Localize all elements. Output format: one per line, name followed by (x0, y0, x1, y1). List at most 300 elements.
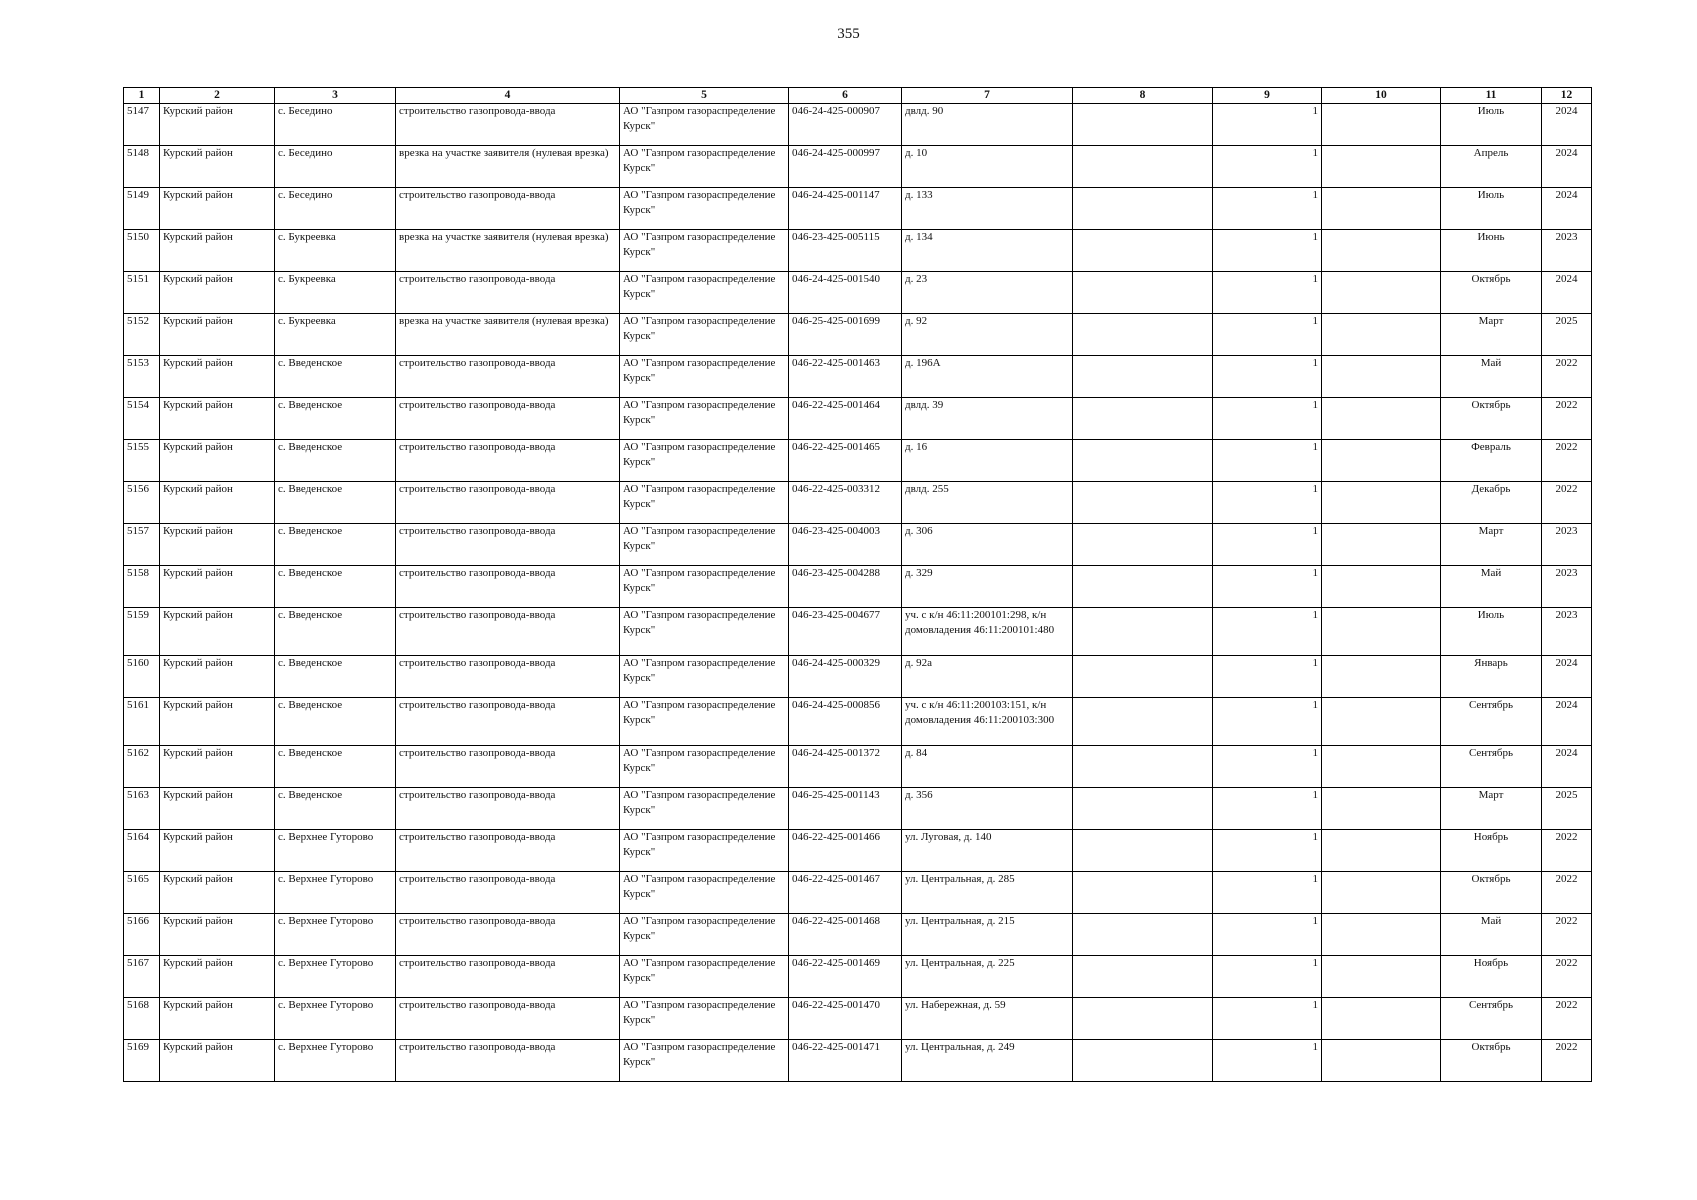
table-row (124, 872, 1592, 914)
column-8-cell (1073, 188, 1213, 230)
organization-cell: АО "Газпром газораспределение Курск" (620, 188, 789, 230)
year-cell: 2024 (1542, 698, 1592, 746)
column-10-cell (1322, 1040, 1441, 1082)
year-cell: 2025 (1542, 314, 1592, 356)
year-cell: 2022 (1542, 1040, 1592, 1082)
organization-cell: АО "Газпром газораспределение Курск" (620, 104, 789, 146)
month-cell: Март (1441, 314, 1542, 356)
district-cell: Курский район (160, 698, 275, 746)
row-number-cell: 5150 (124, 230, 160, 272)
address-cell: д. 196А (902, 356, 1073, 398)
settlement-cell: с. Верхнее Гуторово (275, 956, 396, 998)
district-cell: Курский район (160, 440, 275, 482)
quantity-cell: 1 (1213, 356, 1322, 398)
application-code-cell: 046-22-425-001463 (789, 356, 902, 398)
column-8-cell (1073, 698, 1213, 746)
application-code-cell: 046-22-425-001464 (789, 398, 902, 440)
settlement-cell: с. Букреевка (275, 230, 396, 272)
row-number-cell: 5151 (124, 272, 160, 314)
column-header: 11 (1441, 88, 1542, 104)
application-code-cell: 046-23-425-004288 (789, 566, 902, 608)
column-10-cell (1322, 146, 1441, 188)
application-code-cell: 046-22-425-001467 (789, 872, 902, 914)
column-10-cell (1322, 656, 1441, 698)
register-table (123, 87, 1592, 1082)
column-8-cell (1073, 914, 1213, 956)
month-cell: Октябрь (1441, 398, 1542, 440)
month-cell: Март (1441, 788, 1542, 830)
month-cell: Май (1441, 566, 1542, 608)
address-cell: д. 133 (902, 188, 1073, 230)
work-type-cell: строительство газопровода-ввода (396, 956, 620, 998)
district-cell: Курский район (160, 230, 275, 272)
column-header: 7 (902, 88, 1073, 104)
district-cell: Курский район (160, 146, 275, 188)
column-8-cell (1073, 356, 1213, 398)
application-code-cell: 046-24-425-000856 (789, 698, 902, 746)
table-body (124, 104, 1592, 1082)
month-cell: Октябрь (1441, 872, 1542, 914)
column-8-cell (1073, 272, 1213, 314)
year-cell: 2024 (1542, 146, 1592, 188)
address-cell: двлд. 90 (902, 104, 1073, 146)
table-row (124, 566, 1592, 608)
column-8-cell (1073, 830, 1213, 872)
organization-cell: АО "Газпром газораспределение Курск" (620, 272, 789, 314)
quantity-cell: 1 (1213, 1040, 1322, 1082)
column-10-cell (1322, 524, 1441, 566)
application-code-cell: 046-23-425-004003 (789, 524, 902, 566)
month-cell: Февраль (1441, 440, 1542, 482)
settlement-cell: с. Верхнее Гуторово (275, 872, 396, 914)
quantity-cell: 1 (1213, 998, 1322, 1040)
address-cell: ул. Центральная, д. 285 (902, 872, 1073, 914)
year-cell: 2024 (1542, 746, 1592, 788)
work-type-cell: строительство газопровода-ввода (396, 788, 620, 830)
month-cell: Май (1441, 356, 1542, 398)
row-number-cell: 5166 (124, 914, 160, 956)
row-number-cell: 5161 (124, 698, 160, 746)
district-cell: Курский район (160, 398, 275, 440)
month-cell: Сентябрь (1441, 746, 1542, 788)
column-10-cell (1322, 914, 1441, 956)
address-cell: ул. Центральная, д. 225 (902, 956, 1073, 998)
table-row (124, 788, 1592, 830)
work-type-cell: строительство газопровода-ввода (396, 746, 620, 788)
quantity-cell: 1 (1213, 104, 1322, 146)
month-cell: Сентябрь (1441, 698, 1542, 746)
organization-cell: АО "Газпром газораспределение Курск" (620, 482, 789, 524)
settlement-cell: с. Беседино (275, 146, 396, 188)
column-10-cell (1322, 872, 1441, 914)
row-number-cell: 5147 (124, 104, 160, 146)
table-row (124, 524, 1592, 566)
settlement-cell: с. Введенское (275, 482, 396, 524)
settlement-cell: с. Беседино (275, 104, 396, 146)
month-cell: Апрель (1441, 146, 1542, 188)
settlement-cell: с. Букреевка (275, 272, 396, 314)
row-number-cell: 5162 (124, 746, 160, 788)
settlement-cell: с. Введенское (275, 356, 396, 398)
settlement-cell: с. Верхнее Гуторово (275, 830, 396, 872)
column-10-cell (1322, 188, 1441, 230)
table-row (124, 956, 1592, 998)
column-8-cell (1073, 656, 1213, 698)
address-cell: д. 84 (902, 746, 1073, 788)
application-code-cell: 046-23-425-005115 (789, 230, 902, 272)
district-cell: Курский район (160, 656, 275, 698)
column-10-cell (1322, 398, 1441, 440)
work-type-cell: строительство газопровода-ввода (396, 188, 620, 230)
work-type-cell: строительство газопровода-ввода (396, 698, 620, 746)
table-row (124, 440, 1592, 482)
column-10-cell (1322, 356, 1441, 398)
column-8-cell (1073, 146, 1213, 188)
year-cell: 2023 (1542, 524, 1592, 566)
table-row (124, 230, 1592, 272)
address-cell: ул. Набережная, д. 59 (902, 998, 1073, 1040)
column-8-cell (1073, 956, 1213, 998)
organization-cell: АО "Газпром газораспределение Курск" (620, 698, 789, 746)
district-cell: Курский район (160, 524, 275, 566)
table-row (124, 482, 1592, 524)
year-cell: 2024 (1542, 272, 1592, 314)
column-10-cell (1322, 272, 1441, 314)
row-number-cell: 5158 (124, 566, 160, 608)
settlement-cell: с. Введенское (275, 566, 396, 608)
month-cell: Январь (1441, 656, 1542, 698)
work-type-cell: врезка на участке заявителя (нулевая врезка) (396, 230, 620, 272)
organization-cell: АО "Газпром газораспределение Курск" (620, 440, 789, 482)
address-cell: д. 306 (902, 524, 1073, 566)
settlement-cell: с. Верхнее Гуторово (275, 1040, 396, 1082)
month-cell: Июль (1441, 188, 1542, 230)
row-number-cell: 5156 (124, 482, 160, 524)
application-code-cell: 046-22-425-001471 (789, 1040, 902, 1082)
district-cell: Курский район (160, 608, 275, 656)
district-cell: Курский район (160, 914, 275, 956)
month-cell: Ноябрь (1441, 830, 1542, 872)
district-cell: Курский район (160, 746, 275, 788)
column-header: 6 (789, 88, 902, 104)
year-cell: 2023 (1542, 230, 1592, 272)
organization-cell: АО "Газпром газораспределение Курск" (620, 524, 789, 566)
column-8-cell (1073, 566, 1213, 608)
organization-cell: АО "Газпром газораспределение Курск" (620, 830, 789, 872)
settlement-cell: с. Введенское (275, 788, 396, 830)
application-code-cell: 046-22-425-001466 (789, 830, 902, 872)
district-cell: Курский район (160, 314, 275, 356)
settlement-cell: с. Введенское (275, 656, 396, 698)
address-cell: уч. с к/н 46:11:200101:298, к/н домовладения 46:11:200101:480 (902, 608, 1073, 656)
column-8-cell (1073, 482, 1213, 524)
row-number-cell: 5168 (124, 998, 160, 1040)
district-cell: Курский район (160, 356, 275, 398)
work-type-cell: строительство газопровода-ввода (396, 356, 620, 398)
month-cell: Октябрь (1441, 272, 1542, 314)
year-cell: 2024 (1542, 104, 1592, 146)
column-header: 9 (1213, 88, 1322, 104)
quantity-cell: 1 (1213, 698, 1322, 746)
row-number-cell: 5165 (124, 872, 160, 914)
column-8-cell (1073, 314, 1213, 356)
table-row (124, 146, 1592, 188)
column-10-cell (1322, 830, 1441, 872)
row-number-cell: 5154 (124, 398, 160, 440)
organization-cell: АО "Газпром газораспределение Курск" (620, 656, 789, 698)
organization-cell: АО "Газпром газораспределение Курск" (620, 956, 789, 998)
table-row (124, 188, 1592, 230)
quantity-cell: 1 (1213, 914, 1322, 956)
organization-cell: АО "Газпром газораспределение Курск" (620, 356, 789, 398)
work-type-cell: строительство газопровода-ввода (396, 914, 620, 956)
application-code-cell: 046-24-425-001372 (789, 746, 902, 788)
work-type-cell: строительство газопровода-ввода (396, 608, 620, 656)
work-type-cell: строительство газопровода-ввода (396, 998, 620, 1040)
year-cell: 2022 (1542, 998, 1592, 1040)
row-number-cell: 5159 (124, 608, 160, 656)
organization-cell: АО "Газпром газораспределение Курск" (620, 230, 789, 272)
month-cell: Май (1441, 914, 1542, 956)
application-code-cell: 046-23-425-004677 (789, 608, 902, 656)
column-8-cell (1073, 398, 1213, 440)
quantity-cell: 1 (1213, 440, 1322, 482)
work-type-cell: строительство газопровода-ввода (396, 482, 620, 524)
column-8-cell (1073, 608, 1213, 656)
quantity-cell: 1 (1213, 230, 1322, 272)
address-cell: д. 23 (902, 272, 1073, 314)
column-8-cell (1073, 788, 1213, 830)
table-row (124, 356, 1592, 398)
column-header: 8 (1073, 88, 1213, 104)
column-10-cell (1322, 698, 1441, 746)
address-cell: ул. Центральная, д. 249 (902, 1040, 1073, 1082)
table-row (124, 698, 1592, 746)
work-type-cell: строительство газопровода-ввода (396, 872, 620, 914)
year-cell: 2022 (1542, 830, 1592, 872)
address-cell: ул. Луговая, д. 140 (902, 830, 1073, 872)
row-number-cell: 5169 (124, 1040, 160, 1082)
year-cell: 2023 (1542, 608, 1592, 656)
application-code-cell: 046-25-425-001699 (789, 314, 902, 356)
district-cell: Курский район (160, 788, 275, 830)
row-number-cell: 5157 (124, 524, 160, 566)
row-number-cell: 5153 (124, 356, 160, 398)
row-number-cell: 5149 (124, 188, 160, 230)
table-row (124, 1040, 1592, 1082)
settlement-cell: с. Введенское (275, 440, 396, 482)
year-cell: 2024 (1542, 656, 1592, 698)
address-cell: д. 134 (902, 230, 1073, 272)
address-cell: д. 92а (902, 656, 1073, 698)
settlement-cell: с. Введенское (275, 398, 396, 440)
address-cell: д. 10 (902, 146, 1073, 188)
table-row (124, 398, 1592, 440)
quantity-cell: 1 (1213, 746, 1322, 788)
application-code-cell: 046-25-425-001143 (789, 788, 902, 830)
quantity-cell: 1 (1213, 956, 1322, 998)
column-10-cell (1322, 956, 1441, 998)
column-header: 3 (275, 88, 396, 104)
year-cell: 2022 (1542, 914, 1592, 956)
month-cell: Октябрь (1441, 1040, 1542, 1082)
district-cell: Курский район (160, 104, 275, 146)
work-type-cell: строительство газопровода-ввода (396, 656, 620, 698)
month-cell: Июль (1441, 608, 1542, 656)
address-cell: двлд. 255 (902, 482, 1073, 524)
quantity-cell: 1 (1213, 872, 1322, 914)
settlement-cell: с. Верхнее Гуторово (275, 914, 396, 956)
organization-cell: АО "Газпром газораспределение Курск" (620, 998, 789, 1040)
column-8-cell (1073, 524, 1213, 566)
application-code-cell: 046-22-425-001468 (789, 914, 902, 956)
column-10-cell (1322, 230, 1441, 272)
address-cell: д. 356 (902, 788, 1073, 830)
settlement-cell: с. Введенское (275, 524, 396, 566)
year-cell: 2022 (1542, 440, 1592, 482)
work-type-cell: строительство газопровода-ввода (396, 524, 620, 566)
organization-cell: АО "Газпром газораспределение Курск" (620, 914, 789, 956)
column-header: 1 (124, 88, 160, 104)
month-cell: Июль (1441, 104, 1542, 146)
header-row (124, 88, 1592, 104)
year-cell: 2022 (1542, 398, 1592, 440)
month-cell: Декабрь (1441, 482, 1542, 524)
month-cell: Ноябрь (1441, 956, 1542, 998)
table-row (124, 746, 1592, 788)
table-row (124, 104, 1592, 146)
settlement-cell: с. Введенское (275, 746, 396, 788)
month-cell: Июнь (1441, 230, 1542, 272)
quantity-cell: 1 (1213, 830, 1322, 872)
column-8-cell (1073, 1040, 1213, 1082)
district-cell: Курский район (160, 482, 275, 524)
application-code-cell: 046-24-425-001540 (789, 272, 902, 314)
organization-cell: АО "Газпром газораспределение Курск" (620, 566, 789, 608)
quantity-cell: 1 (1213, 566, 1322, 608)
column-8-cell (1073, 998, 1213, 1040)
row-number-cell: 5164 (124, 830, 160, 872)
column-header: 10 (1322, 88, 1441, 104)
work-type-cell: врезка на участке заявителя (нулевая врезка) (396, 146, 620, 188)
column-header: 5 (620, 88, 789, 104)
address-cell: д. 329 (902, 566, 1073, 608)
organization-cell: АО "Газпром газораспределение Курск" (620, 314, 789, 356)
address-cell: д. 92 (902, 314, 1073, 356)
application-code-cell: 046-22-425-001470 (789, 998, 902, 1040)
table-row (124, 608, 1592, 656)
work-type-cell: врезка на участке заявителя (нулевая врезка) (396, 314, 620, 356)
row-number-cell: 5163 (124, 788, 160, 830)
work-type-cell: строительство газопровода-ввода (396, 1040, 620, 1082)
work-type-cell: строительство газопровода-ввода (396, 440, 620, 482)
application-code-cell: 046-24-425-001147 (789, 188, 902, 230)
column-10-cell (1322, 314, 1441, 356)
application-code-cell: 046-24-425-000997 (789, 146, 902, 188)
row-number-cell: 5160 (124, 656, 160, 698)
quantity-cell: 1 (1213, 146, 1322, 188)
table-row (124, 656, 1592, 698)
address-cell: д. 16 (902, 440, 1073, 482)
column-10-cell (1322, 998, 1441, 1040)
year-cell: 2022 (1542, 482, 1592, 524)
table-row (124, 914, 1592, 956)
district-cell: Курский район (160, 998, 275, 1040)
column-8-cell (1073, 104, 1213, 146)
organization-cell: АО "Газпром газораспределение Курск" (620, 788, 789, 830)
district-cell: Курский район (160, 272, 275, 314)
column-header: 4 (396, 88, 620, 104)
page-number: 355 (837, 26, 860, 42)
organization-cell: АО "Газпром газораспределение Курск" (620, 398, 789, 440)
column-10-cell (1322, 440, 1441, 482)
quantity-cell: 1 (1213, 314, 1322, 356)
organization-cell: АО "Газпром газораспределение Курск" (620, 146, 789, 188)
application-code-cell: 046-22-425-003312 (789, 482, 902, 524)
work-type-cell: строительство газопровода-ввода (396, 566, 620, 608)
work-type-cell: строительство газопровода-ввода (396, 830, 620, 872)
district-cell: Курский район (160, 566, 275, 608)
column-10-cell (1322, 788, 1441, 830)
quantity-cell: 1 (1213, 188, 1322, 230)
address-cell: уч. с к/н 46:11:200103:151, к/н домовладения 46:11:200103:300 (902, 698, 1073, 746)
column-10-cell (1322, 482, 1441, 524)
settlement-cell: с. Введенское (275, 608, 396, 656)
work-type-cell: строительство газопровода-ввода (396, 398, 620, 440)
district-cell: Курский район (160, 1040, 275, 1082)
year-cell: 2022 (1542, 956, 1592, 998)
column-10-cell (1322, 746, 1441, 788)
settlement-cell: с. Введенское (275, 698, 396, 746)
column-8-cell (1073, 440, 1213, 482)
organization-cell: АО "Газпром газораспределение Курск" (620, 608, 789, 656)
row-number-cell: 5155 (124, 440, 160, 482)
district-cell: Курский район (160, 956, 275, 998)
column-header: 12 (1542, 88, 1592, 104)
organization-cell: АО "Газпром газораспределение Курск" (620, 872, 789, 914)
year-cell: 2025 (1542, 788, 1592, 830)
table-row (124, 314, 1592, 356)
table-row (124, 272, 1592, 314)
organization-cell: АО "Газпром газораспределение Курск" (620, 746, 789, 788)
column-header: 2 (160, 88, 275, 104)
quantity-cell: 1 (1213, 608, 1322, 656)
application-code-cell: 046-22-425-001465 (789, 440, 902, 482)
work-type-cell: строительство газопровода-ввода (396, 104, 620, 146)
settlement-cell: с. Букреевка (275, 314, 396, 356)
address-cell: двлд. 39 (902, 398, 1073, 440)
organization-cell: АО "Газпром газораспределение Курск" (620, 1040, 789, 1082)
row-number-cell: 5148 (124, 146, 160, 188)
application-code-cell: 046-24-425-000907 (789, 104, 902, 146)
district-cell: Курский район (160, 830, 275, 872)
quantity-cell: 1 (1213, 482, 1322, 524)
application-code-cell: 046-24-425-000329 (789, 656, 902, 698)
address-cell: ул. Центральная, д. 215 (902, 914, 1073, 956)
quantity-cell: 1 (1213, 788, 1322, 830)
quantity-cell: 1 (1213, 656, 1322, 698)
column-10-cell (1322, 608, 1441, 656)
month-cell: Сентябрь (1441, 998, 1542, 1040)
month-cell: Март (1441, 524, 1542, 566)
settlement-cell: с. Верхнее Гуторово (275, 998, 396, 1040)
row-number-cell: 5167 (124, 956, 160, 998)
column-8-cell (1073, 230, 1213, 272)
year-cell: 2024 (1542, 188, 1592, 230)
table-row (124, 830, 1592, 872)
quantity-cell: 1 (1213, 524, 1322, 566)
row-number-cell: 5152 (124, 314, 160, 356)
